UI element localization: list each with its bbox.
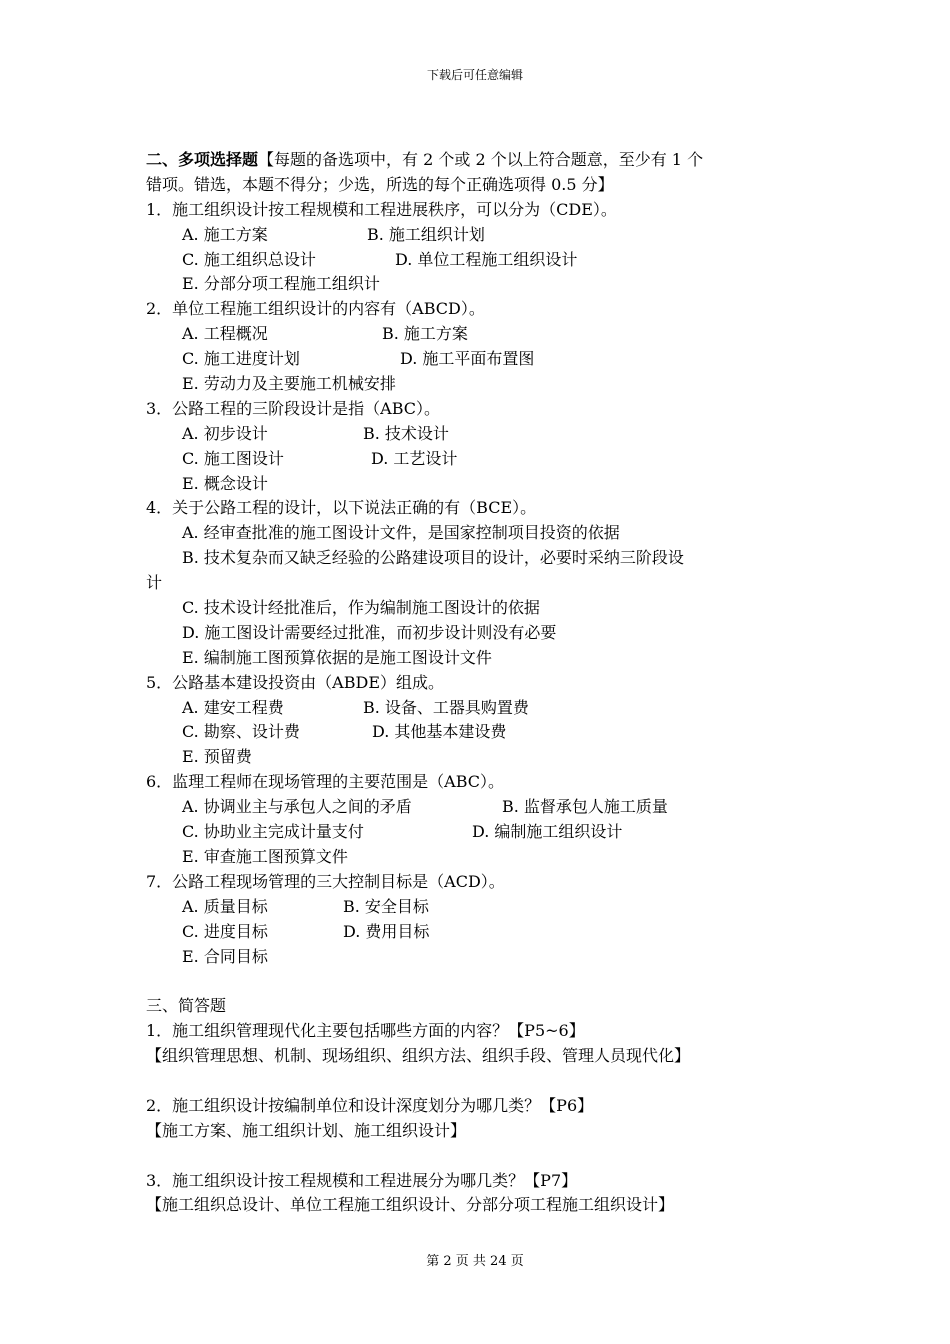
question-7-options-ab — [146, 895, 816, 920]
question-5-stem: 5．公路基本建设投资由（ABDE）组成。 — [146, 672, 445, 692]
short-answer-2: 【施工方案、施工组织计划、施工组织设计】 — [146, 1120, 467, 1140]
option-c: C. 施工组织总设计 — [182, 249, 316, 269]
short-answer-3: 【施工组织总设计、单位工程施工组织设计、分部分项工程施工组织设计】 — [146, 1195, 675, 1215]
question-6-options-cd — [146, 820, 816, 845]
page-header: 下载后可任意编辑 — [426, 68, 523, 82]
option-a: A. 工程概况 — [182, 324, 268, 344]
page-footer: 第 2 页 共 24 页 — [426, 1254, 524, 1269]
question-7-options-cd — [146, 920, 816, 945]
option-b: B. 技术复杂而又缺乏经验的公路建设项目的设计，必要时采纳三阶段设 — [182, 548, 684, 568]
option-c: C. 施工进度计划 — [182, 349, 300, 369]
option-e: E. 概念设计 — [182, 473, 268, 493]
question-5-options-cd — [146, 720, 816, 745]
section3-title: 三、简答题 — [146, 996, 227, 1016]
option-e: E. 编制施工图预算依据的是施工图设计文件 — [182, 647, 492, 667]
short-question-2: 2．施工组织设计按编制单位和设计深度划分为哪几类？【P6】 — [146, 1095, 594, 1115]
option-d: D. 编制施工组织设计 — [472, 822, 623, 842]
option-e: E. 合同目标 — [182, 946, 268, 966]
question-4-stem: 4．关于公路工程的设计，以下说法正确的有（BCE）。 — [146, 498, 537, 518]
option-c: C. 勘察、设计费 — [182, 722, 300, 742]
option-d: D. 单位工程施工组织设计 — [395, 249, 578, 269]
option-a: A. 质量目标 — [182, 896, 268, 916]
question-6-stem: 6．监理工程师在现场管理的主要范围是（ABC）。 — [146, 772, 505, 792]
option-b-continued: 计 — [146, 573, 163, 593]
option-a: A. 协调业主与承包人之间的矛盾 — [182, 797, 412, 817]
option-e: E. 审查施工图预算文件 — [182, 846, 348, 866]
spacer — [146, 969, 816, 994]
option-e: E. 劳动力及主要施工机械安排 — [182, 374, 396, 394]
question-2-options-ab — [146, 322, 816, 347]
option-d: D. 施工平面布置图 — [400, 349, 535, 369]
option-d: D. 费用目标 — [343, 921, 430, 941]
section2-instruction-1: 【每题的备选项中，有 2 个或 2 个以上符合题意，至少有 1 个 — [258, 150, 704, 169]
question-7-stem: 7．公路工程现场管理的三大控制目标是（ACD）。 — [146, 871, 505, 891]
option-a: A. 初步设计 — [182, 423, 268, 443]
question-1-stem: 1．施工组织设计按工程规模和工程进展秩序，可以分为（CDE）。 — [146, 199, 617, 219]
question-1-options-cd — [146, 248, 816, 273]
option-b: B. 技术设计 — [363, 423, 449, 443]
spacer — [146, 1144, 816, 1169]
option-a: A. 经审查批准的施工图设计文件，是国家控制项目投资的依据 — [182, 523, 620, 543]
option-c: C. 协助业主完成计量支付 — [182, 822, 364, 842]
option-b: B. 监督承包人施工质量 — [502, 797, 668, 817]
question-5-options-ab — [146, 696, 816, 721]
section2-instruction-2: 错项。错选，本题不得分；少选，所选的每个正确选项得 0.5 分】 — [146, 174, 614, 194]
question-3-options-ab — [146, 422, 816, 447]
option-c: C. 技术设计经批准后，作为编制施工图设计的依据 — [182, 598, 540, 618]
document-body — [146, 148, 816, 1218]
option-b: B. 施工方案 — [382, 324, 468, 344]
question-2-options-cd — [146, 347, 816, 372]
question-1-options-ab — [146, 223, 816, 248]
option-e: E. 分部分项工程施工组织计 — [182, 274, 380, 294]
option-b: B. 安全目标 — [343, 896, 429, 916]
question-6-options-ab — [146, 795, 816, 820]
section2-heading-line — [146, 148, 816, 173]
option-e: E. 预留费 — [182, 747, 252, 767]
option-c: C. 进度目标 — [182, 921, 268, 941]
option-d: D. 施工图设计需要经过批准，而初步设计则没有必要 — [182, 622, 557, 642]
option-a: A. 建安工程费 — [182, 697, 284, 717]
option-b: B. 设备、工器具购置费 — [363, 697, 529, 717]
option-b: B. 施工组织计划 — [367, 224, 485, 244]
question-3-options-cd — [146, 447, 816, 472]
question-2-stem: 2．单位工程施工组织设计的内容有（ABCD）。 — [146, 299, 485, 319]
option-a: A. 施工方案 — [182, 224, 268, 244]
option-c: C. 施工图设计 — [182, 448, 284, 468]
section2-title: 二、多项选择题 — [146, 150, 259, 169]
option-d: D. 其他基本建设费 — [372, 722, 507, 742]
short-question-1: 1．施工组织管理现代化主要包括哪些方面的内容？【P5~6】 — [146, 1021, 585, 1041]
short-question-3: 3．施工组织设计按工程规模和工程进展分为哪几类？【P7】 — [146, 1170, 578, 1190]
spacer — [146, 1069, 816, 1094]
question-3-stem: 3．公路工程的三阶段设计是指（ABC）。 — [146, 398, 441, 418]
short-answer-1: 【组织管理思想、机制、现场组织、组织方法、组织手段、管理人员现代化】 — [146, 1046, 691, 1066]
option-d: D. 工艺设计 — [371, 448, 458, 468]
